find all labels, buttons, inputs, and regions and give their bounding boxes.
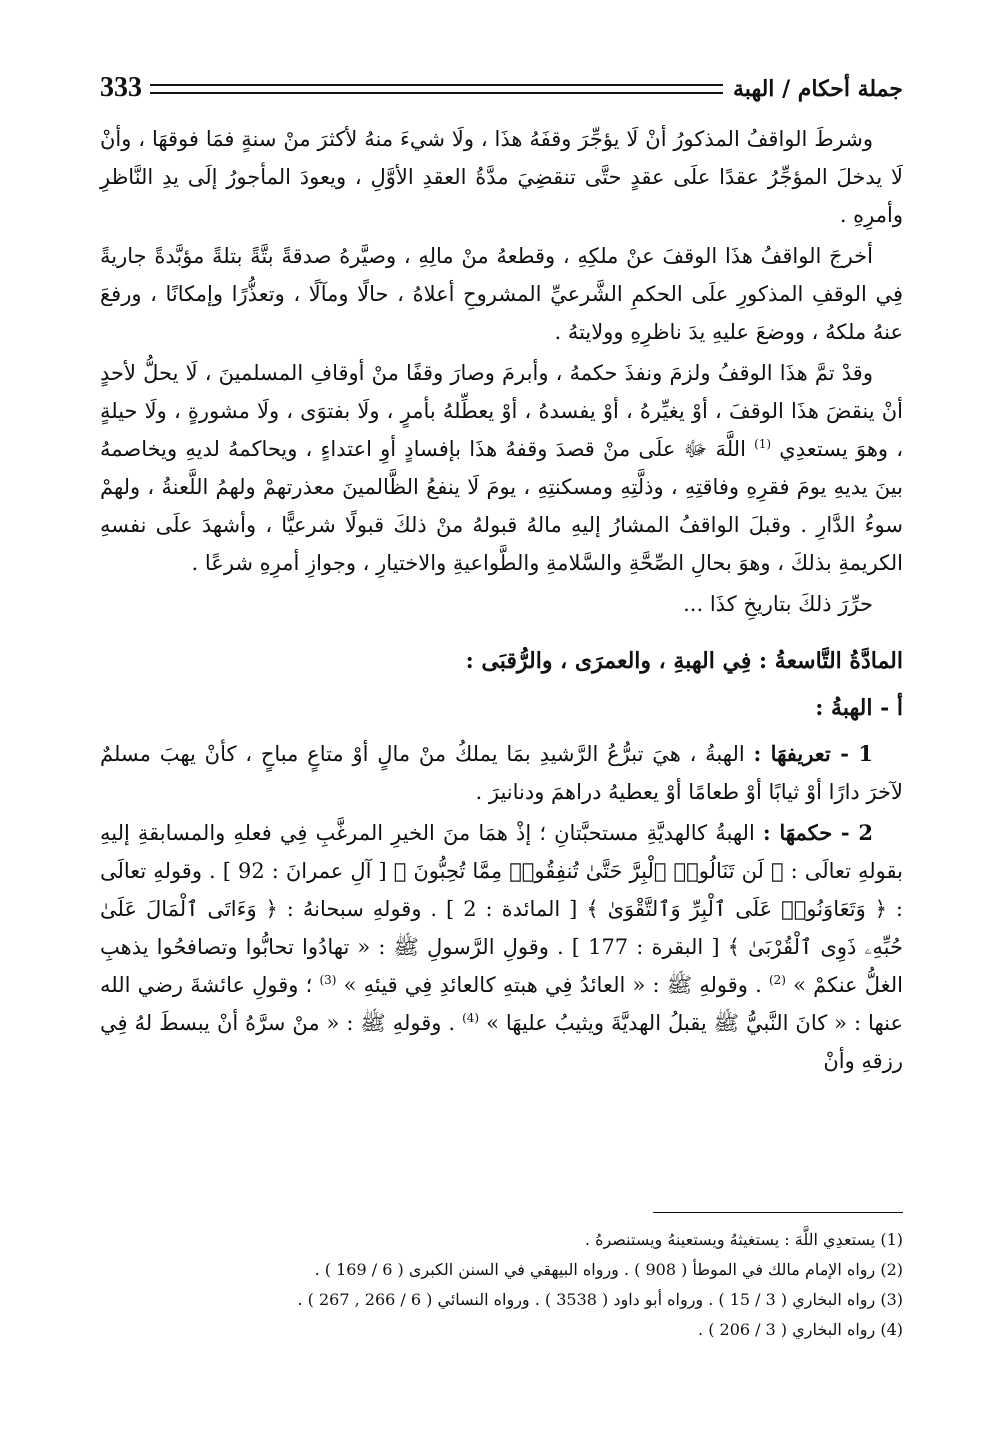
ruling-text: . وقولهِ ﷺ : « العائدُ فِي هبتهِ كالعائدِ فِي قيئهِ »	[343, 973, 762, 997]
page-header	[100, 70, 903, 110]
paragraph-definition	[100, 735, 903, 811]
subsection-heading: أ - الهبةُ :	[815, 695, 903, 721]
footnote-ref-1: (1)	[754, 437, 772, 451]
paragraph-waqf-removal: أخرجَ الواقفُ هذَا الوقفَ عنْ ملكِهِ ، وقطعهُ منْ مالِهِ ، وصيَّرهُ صدقةً بتَّةً بتلةً مؤبَّدةً جاريةً فِي الوقفِ المذكورِ علَى الحكمِ الشَّرعيِّ المشروحِ أعلاهُ ، حالًا ومآلًا ، وتعذُّرًا وإمكانًا ، ورفعَ عنهُ ملكهُ ، ووضعَ عليهِ يدَ ناظرِهِ وولايتهُ .	[100, 244, 903, 344]
ruling-text: ؛ وقولِ عائشةَ رضي الله عنها : « كانَ النَّبيُّ ﷺ يقبلُ الهديَّةَ ويثيبُ عليهَا »	[100, 973, 903, 1035]
section-heading: المادَّةُ التَّاسعةُ : فِي الهبةِ ، والعمرَى ، والرُّقبَى :	[465, 648, 903, 674]
paragraph-text: اللَّهَ ﷻ علَى منْ قصدَ وقفهُ هذَا بإفسادٍ أوِ اعتداءٍ ، ويحاكمهُ لديهِ ويخاصمهُ بينَ يديهِ يومَ فقرِهِ وفاقتِهِ ، وذلَّتِهِ ومسكنتِهِ ، يومَ لَا ينفعُ الظَّالمينَ معذرتهمْ ولهمُ اللَّعنةُ ، ولهمْ سوءُ الدَّارِ . وقبلَ الواقفُ المشارُ إليهِ مالهُ قبولهُ منْ ذلكَ قبولًا شرعيًّا ، وأشهدَ علَى نفسهِ الكريمةِ بذلكَ ، وهوَ بحالِ الصِّحَّةِ والسَّلامةِ والطَّواعيةِ والاختيارِ ، وجوازِ أمرِهِ شرعًا .	[100, 437, 903, 575]
ruling-label: 2 - حكمهَا :	[762, 820, 873, 845]
page-number: 333	[100, 72, 142, 103]
definition-label: 1 - تعريفهَا :	[753, 741, 873, 766]
header-double-rule	[150, 84, 723, 94]
footnote-ref-2: (2)	[768, 973, 786, 987]
ruling-text: الهبةُ كالهديَّةِ مستحبَّتانِ ؛ إذْ همَا منَ الخيرِ المرغَّبِ فِي فعلهِ والمسابقةِ إليهِ بقولهِ تعالَى : ﴿ لَن تَنَالُوا۟ ٱلْبِرَّ حَتَّىٰ تُنفِقُوا۟ مِمَّا تُحِبُّونَ ﴾ [ آلِ عمرانَ : 92 ] . وقولهِ تعالَى : ﴿ وَتَعَاوَنُوا۟ عَلَى ٱلْبِرِّ وَٱلتَّقْوَىٰ ﴾ [ المائدة : 2 ] . وقولهِ سبحانهُ : ﴿ وَءَاتَى ٱلْمَالَ عَلَىٰ حُبِّهِۦ ذَوِى ٱلْقُرْبَىٰ ﴾ [ البقرة : 177 ] . وقولِ الرَّسولِ ﷺ : « تهادُوا تحابُّوا وتصافحُوا يذهبِ الغلُّ عنكمْ »	[100, 821, 904, 997]
footnote: (1) يستعدِي اللَّهَ : يستغيثهُ ويستعينهُ ويستنصرهُ .	[584, 1230, 903, 1249]
paragraph-text: وقدْ تمَّ هذَا الوقفُ ولزمَ ونفذَ حكمهُ ، وأبرمَ وصارَ وقفًا منْ أوقافِ المسلمينَ ، لَا يحلُّ لأحدٍ أنْ ينقضَ هذَا الوقفَ ، أوْ يغيِّرهُ ، أوْ يفسدهُ ، أوْ يعطِّلهُ بأمرٍ ، ولَا بفتوَى ، ولَا مشورةٍ ، ولَا حيلةٍ ، وهوَ يستعدِي	[100, 361, 903, 461]
paragraph-waqf-conditions: وشرطَ الواقفُ المذكورُ أنْ لَا يؤجِّرَ وقفَهُ هذَا ، ولَا شيءَ منهُ لأكثرَ منْ سنةٍ فمَا فوقهَا ، وأنْ لَا يدخلَ المؤجِّرُ عقدًا علَى عقدٍ حتَّى تنقضِيَ مدَّةُ العقدِ الأوَّلِ ، ويعودَ المأجورُ إلَى يدِ النَّاظرِ وأمرِهِ .	[100, 127, 903, 227]
main-text	[100, 120, 903, 1083]
footnote: (2) رواه الإمام مالك في الموطأ ( 908 ) . ورواه البيهقي في السنن الكبرى ( 6 / 169 ) .	[314, 1260, 903, 1279]
paragraph-date: حرِّرَ ذلكَ بتاريخِ كذَا ...	[683, 592, 873, 616]
footnote-ref-4: (4)	[462, 1011, 480, 1025]
footnote: (3) رواه البخاري ( 3 / 15 ) . ورواه أبو داود ( 3538 ) . ورواه النسائي ( 6 / 266 , 267 ) .	[297, 1290, 903, 1309]
footnote-separator	[653, 1212, 903, 1213]
ruling-text: . وقولهِ ﷺ : « منْ سرَّهُ أنْ يبسطَ لهُ فِي رزقهِ وأنْ	[100, 1011, 903, 1073]
definition-text: الهبةُ ، هيَ تبرُّعُ الرَّشيدِ بمَا يملكُ منْ مالٍ أوْ متاعٍ مباحٍ ، كأنْ يهبَ مسلمٌ لآخرَ دارًا أوْ ثيابًا أوْ طعامًا أوْ يعطيهُ دراهمَ ودنانيرَ .	[100, 742, 903, 804]
paragraph-ruling	[100, 814, 903, 1080]
paragraph-waqf-completion	[100, 354, 903, 582]
footnote: (4) رواه البخاري ( 3 / 206 ) .	[698, 1320, 903, 1339]
running-title: جملة أحكام / الهبة	[733, 76, 903, 102]
footnote-ref-3: (3)	[319, 973, 337, 987]
footnotes	[100, 1225, 903, 1345]
